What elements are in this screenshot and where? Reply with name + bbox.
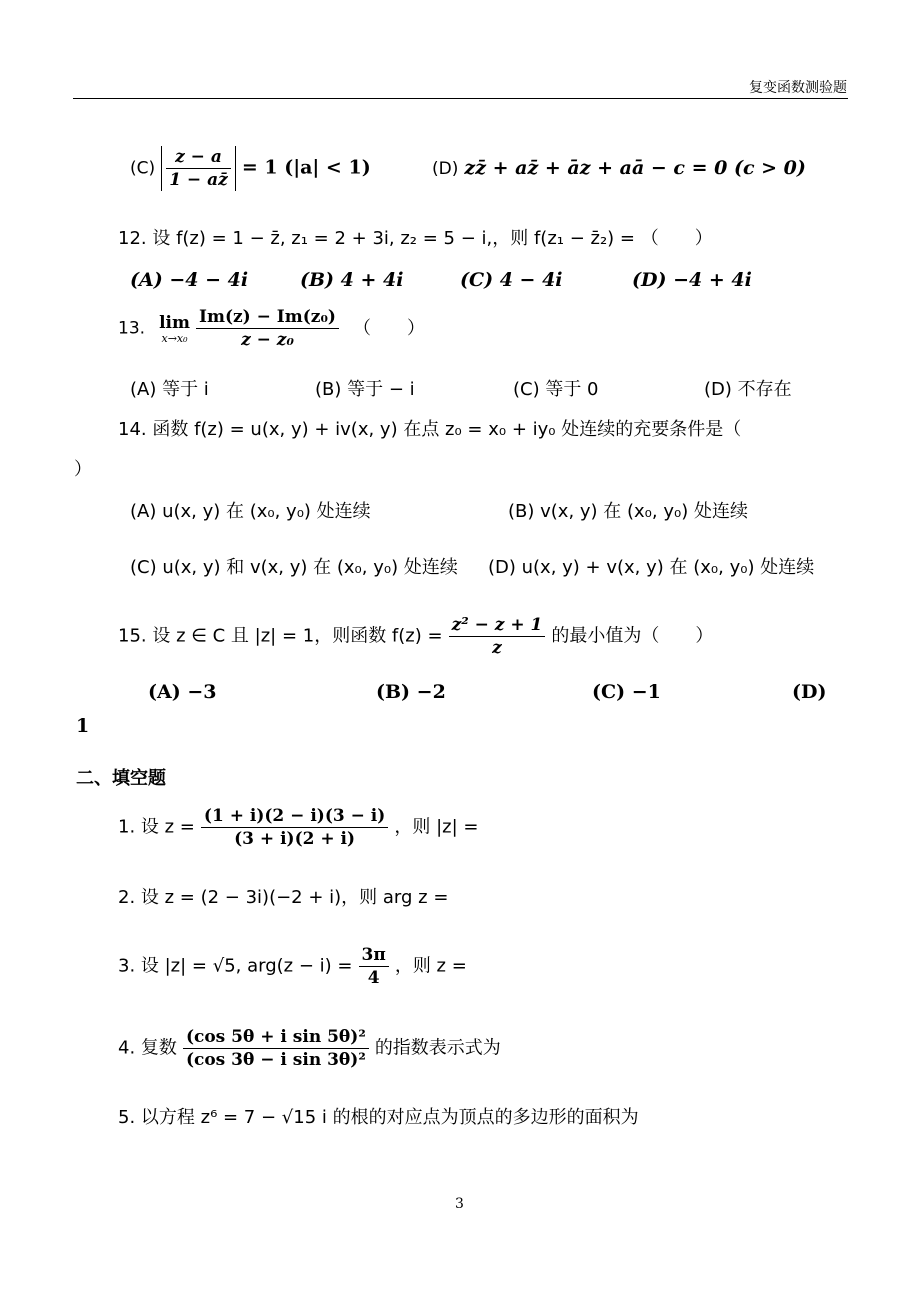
q14-option-c: (C) u(x, y) 和 v(x, y) 在 (x₀, y₀) 处连续 [130,557,458,578]
q14-stem: 14. 函数 f(z) = u(x, y) + iv(x, y) 在点 z₀ = x₀ + iy₀ 处连续的充要条件是（ [118,419,742,440]
q13-limit: lim x→x₀ [159,312,190,345]
q11-option-c: (C) $\frac{z - a}{1 - az̄}$ = 1 (|a| < 1) [130,147,371,190]
fill-q2: 2. 设 z = (2 − 3i)(−2 + i)，则 arg z = [118,887,449,908]
q12-option-a: (A) −4 − 4i [130,269,249,291]
q15-option-d-value: 1 [76,715,90,737]
fill-q1: 1. 设 z = $\frac{(1 + i)(2 - i)(3 - i)}{(3 + i)(2 + i)}$ ，则 |z| = [118,806,479,849]
q12-option-c: (C) 4 − 4i [460,269,563,291]
q14-option-d: (D) u(x, y) + v(x, y) 在 (x₀, y₀) 处连续 [488,557,815,578]
q13-option-a: (A) 等于 i [130,379,209,400]
fill-q4: 4. 复数 $\frac{\text{(cos 5θ + i sin 5θ)²}}{\text{(cos 3θ − i sin 3θ)²}}$ 的指数表示式为 [118,1027,501,1070]
q15-option-b: (B) −2 [376,681,446,703]
q13-option-c: (C) 等于 0 [513,379,599,400]
header-title: 复变函数测验题 [749,80,847,96]
q14-option-b: (B) v(x, y) 在 (x₀, y₀) 处连续 [508,501,748,522]
fill-q5: 5. 以方程 z⁶ = 7 − √15 i 的根的对应点为顶点的多边形的面积为 [118,1107,639,1128]
page-number: 3 [455,1196,464,1212]
q15-option-a: (A) −3 [148,681,217,703]
header-rule [73,98,848,99]
q15-stem: 15. 设 z ∈ C 且 |z| = 1，则函数 f(z) = $\frac{\text{z² − z + 1}}{z}$ 的最小值为（ ） [118,615,714,658]
q12-option-d: (D) −4 + 4i [632,269,752,291]
q13-stem: 13. lim x→x₀ $\frac{\text{Im(z) − Im(z₀)}}{\text{z − z₀}}$ （ ） [118,307,425,350]
q11-option-d: (D) zz̄ + az̄ + āz + aā − c = 0 (c > 0) [432,157,806,179]
q15-option-d: (D) [792,681,827,703]
q12-stem: 12. 设 f(z) = 1 − z̄, z₁ = 2 + 3i, z₂ = 5 − i,，则 f(z₁ − z̄₂) = （ ） [118,228,713,249]
q15-option-c: (C) −1 [592,681,661,703]
q13-option-b: (B) 等于 − i [315,379,415,400]
q12-option-b: (B) 4 + 4i [300,269,404,291]
section-title: 二、填空题 [76,768,166,789]
q14-stem-end: ） [74,459,92,480]
q14-option-a: (A) u(x, y) 在 (x₀, y₀) 处连续 [130,501,371,522]
fill-q3: 3. 设 |z| = √5, arg(z − i) = $\frac{3\pi}{4}$ ，则 z = [118,945,467,988]
q13-option-d: (D) 不存在 [704,379,792,400]
